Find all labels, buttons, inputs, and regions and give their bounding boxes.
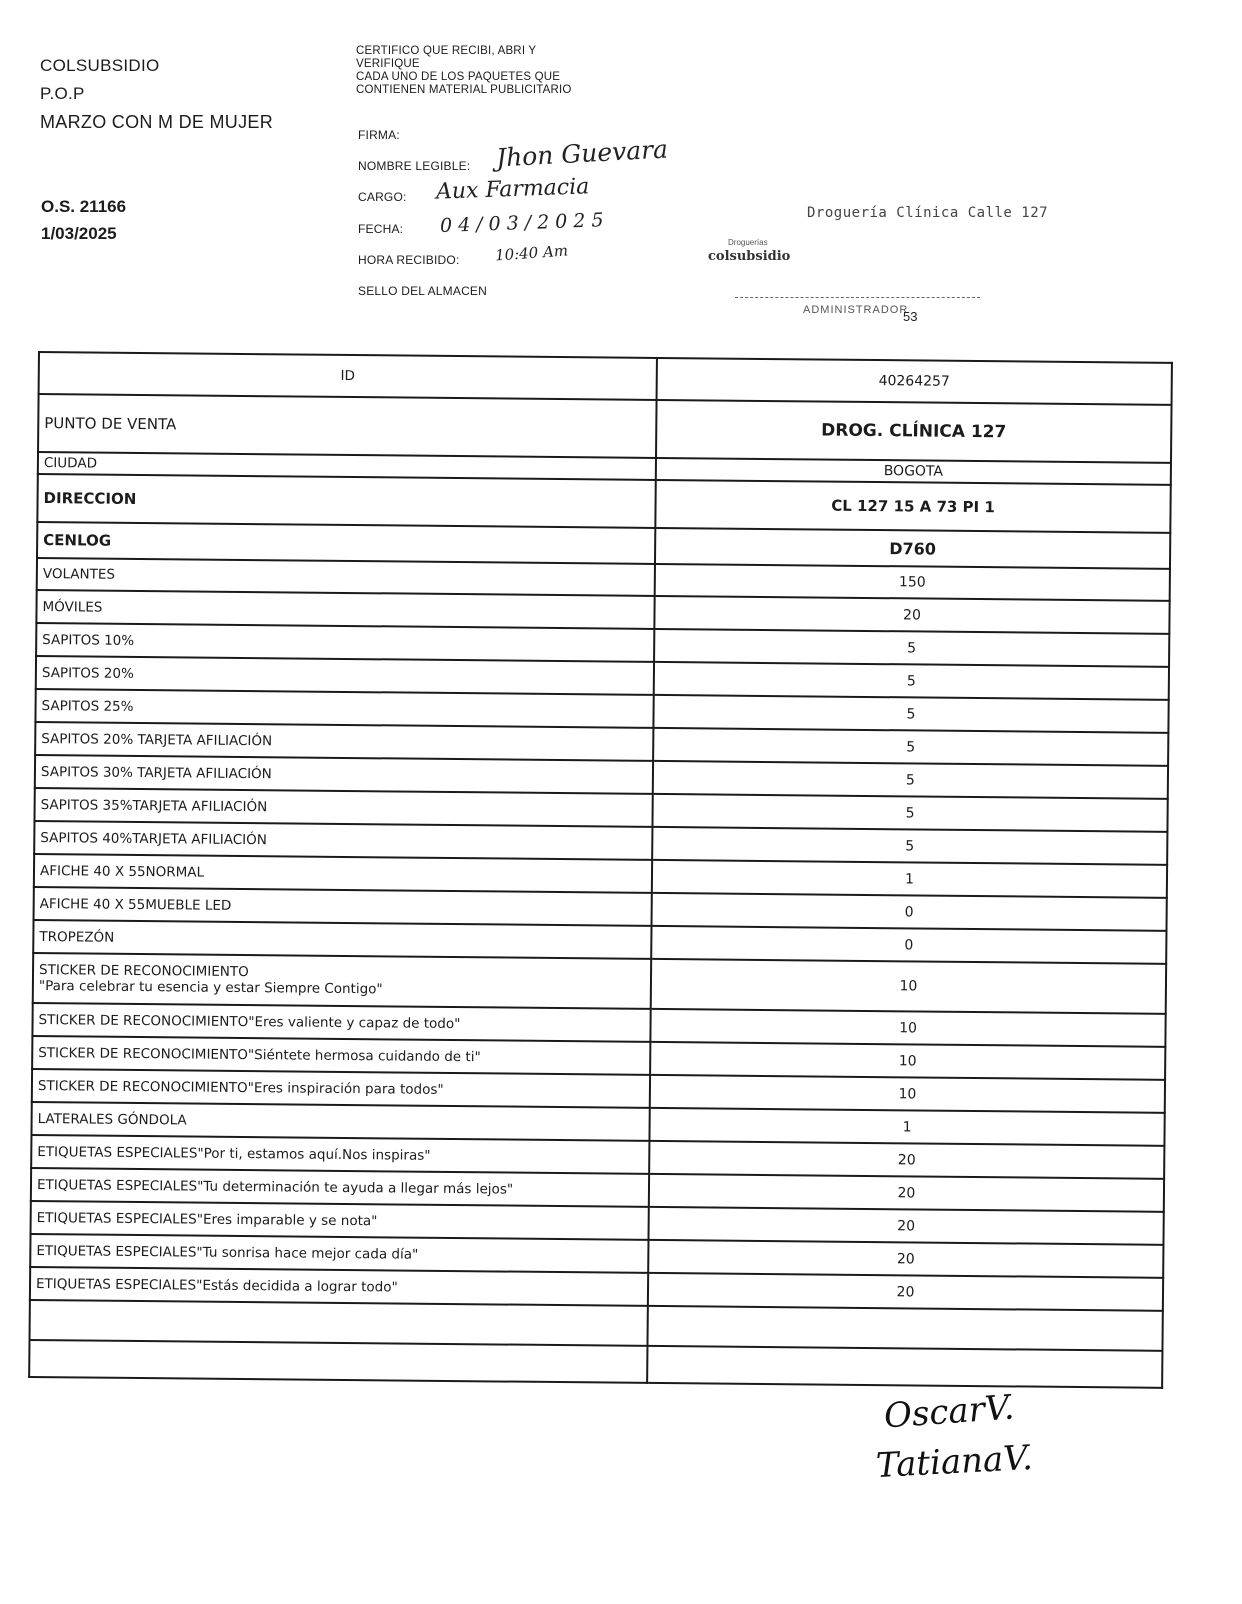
row-value: 5 [654, 629, 1169, 667]
row-label-subtext: "Para celebrar tu esencia y estar Siempre Contigo" [38, 978, 383, 998]
row-label-text: ETIQUETAS ESPECIALES"Estás decidida a lograr todo" [35, 1275, 398, 1295]
handwritten-fecha: 04/03/2025 [439, 209, 610, 237]
order-number: O.S. 21166 [41, 197, 127, 216]
row-value: 0 [651, 926, 1166, 964]
stamp-logo: colsubsidio [708, 249, 791, 264]
row-value: 20 [648, 1240, 1163, 1278]
row-label [33, 953, 651, 1009]
row-value: 5 [652, 827, 1167, 865]
handwritten-hora: 10:40 Am [494, 241, 569, 265]
campaign-name: MARZO CON M DE MUJER [40, 112, 273, 132]
row-label-text: SAPITOS 25% [41, 697, 134, 715]
row-label-text: ETIQUETAS ESPECIALES"Eres imparable y se nota" [36, 1209, 378, 1229]
row-value: CL 127 15 A 73 PI 1 [655, 480, 1170, 533]
row-label [30, 1300, 648, 1346]
row-label-text: AFICHE 40 X 55NORMAL [39, 862, 205, 881]
row-label-text: SAPITOS 20% TARJETA AFILIACIÓN [41, 730, 273, 749]
row-label-text: TROPEZÓN [39, 928, 115, 946]
row-value: 20 [648, 1207, 1163, 1245]
row-label-text: ETIQUETAS ESPECIALES"Por ti, estamos aquí.Nos inspiras" [37, 1143, 431, 1164]
row-label-text: STICKER DE RECONOCIMIENTO [38, 962, 249, 981]
row-value: 10 [651, 959, 1166, 1014]
materials-table [28, 351, 1173, 1389]
row-value: D760 [655, 528, 1170, 569]
row-label-text: VOLANTES [42, 566, 116, 583]
fecha-label: FECHA: [358, 222, 404, 236]
row-label-text: ID [340, 367, 356, 385]
row-label-text: SAPITOS 10% [42, 631, 135, 649]
row-value: 5 [653, 761, 1168, 799]
row-value: 5 [653, 695, 1168, 733]
row-label-text: STICKER DE RECONOCIMIENTO"Eres inspiración para todos" [37, 1077, 444, 1098]
order-block [41, 193, 126, 247]
row-label [37, 522, 655, 564]
certificate-text [356, 45, 572, 97]
cargo-label: CARGO: [358, 190, 407, 204]
brand-name: COLSUBSIDIO [40, 56, 160, 75]
row-label-text: AFICHE 40 X 55MUEBLE LED [39, 895, 232, 914]
handwritten-cargo: Aux Farmacia [435, 174, 590, 205]
row-value: 20 [654, 596, 1169, 634]
certificate-line: VERIFIQUE [356, 58, 420, 70]
row-value: 20 [649, 1174, 1164, 1212]
materials-table-body [29, 352, 1172, 1388]
row-label-text: LATERALES GÓNDOLA [37, 1110, 187, 1128]
order-date: 1/03/2025 [41, 224, 117, 243]
page-number: 53 [903, 309, 918, 324]
header-left [40, 52, 273, 136]
row-value: 0 [652, 893, 1167, 931]
row-label-text: CIUDAD [43, 455, 98, 472]
row-label-text: ETIQUETAS ESPECIALES"Tu sonrisa hace mejor cada día" [36, 1242, 419, 1263]
row-label-text: CENLOG [43, 531, 112, 550]
row-value: 20 [648, 1273, 1163, 1311]
row-label-text: SAPITOS 35%TARJETA AFILIACIÓN [40, 796, 268, 815]
row-label [29, 1340, 647, 1383]
firma-label: FIRMA: [358, 128, 400, 142]
row-value: DROG. CLÍNICA 127 [656, 400, 1172, 463]
row-value: BOGOTA [656, 458, 1171, 485]
row-label [38, 394, 657, 458]
row-label-text: DIRECCION [43, 489, 137, 508]
sello-label: SELLO DEL ALMACEN [358, 284, 488, 298]
row-value: 10 [650, 1042, 1165, 1080]
signature-tatiana: TatianaV. [875, 1437, 1034, 1487]
row-label-text: MÓVILES [42, 598, 103, 616]
row-value [647, 1306, 1162, 1351]
row-value: 40264257 [657, 358, 1172, 405]
row-label-text: SAPITOS 30% TARJETA AFILIACIÓN [40, 763, 272, 782]
certificate-line: CADA UNO DE LOS PAQUETES QUE [356, 71, 561, 83]
row-label-text: SAPITOS 40%TARJETA AFILIACIÓN [40, 829, 267, 848]
row-value: 5 [654, 662, 1169, 700]
hora-label: HORA RECIBIDO: [358, 253, 460, 267]
stamp-divider [735, 297, 980, 298]
row-label [39, 352, 657, 400]
certificate-line: CONTIENEN MATERIAL PUBLICITARIO [356, 84, 572, 96]
stamp-logo-caption: Droguerías [728, 238, 768, 247]
row-value: 5 [653, 728, 1168, 766]
row-label-text: STICKER DE RECONOCIMIENTO"Siéntete hermosa cuidando de ti" [38, 1044, 481, 1065]
row-label-text: PUNTO DE VENTA [44, 414, 177, 434]
row-value: 10 [650, 1009, 1165, 1047]
stamp-store-name: Droguería Clínica Calle 127 [807, 205, 1049, 221]
row-value: 10 [650, 1075, 1165, 1113]
stamp-admin: ADMINISTRADOR [803, 304, 909, 316]
pop-label: P.O.P [40, 84, 85, 103]
row-value [647, 1346, 1162, 1388]
handwritten-name: Jhon Guevara [495, 134, 669, 173]
row-label-text: ETIQUETAS ESPECIALES"Tu determinación te ayuda a llegar más lejos" [36, 1176, 514, 1198]
nombre-label: NOMBRE LEGIBLE: [358, 159, 471, 173]
certificate-line: CERTIFICO QUE RECIBI, ABRI Y [356, 45, 537, 57]
row-label-text: SAPITOS 20% [41, 664, 134, 682]
row-value: 20 [649, 1141, 1164, 1179]
row-label-text: STICKER DE RECONOCIMIENTO"Eres valiente y capaz de todo" [38, 1011, 461, 1032]
row-value: 1 [652, 860, 1167, 898]
row-label [37, 474, 655, 528]
row-value: 150 [655, 564, 1170, 601]
row-value: 5 [652, 794, 1167, 832]
signature-oscar: OscarV. [882, 1387, 1016, 1437]
table-row [38, 394, 1172, 463]
row-value: 1 [649, 1108, 1164, 1146]
